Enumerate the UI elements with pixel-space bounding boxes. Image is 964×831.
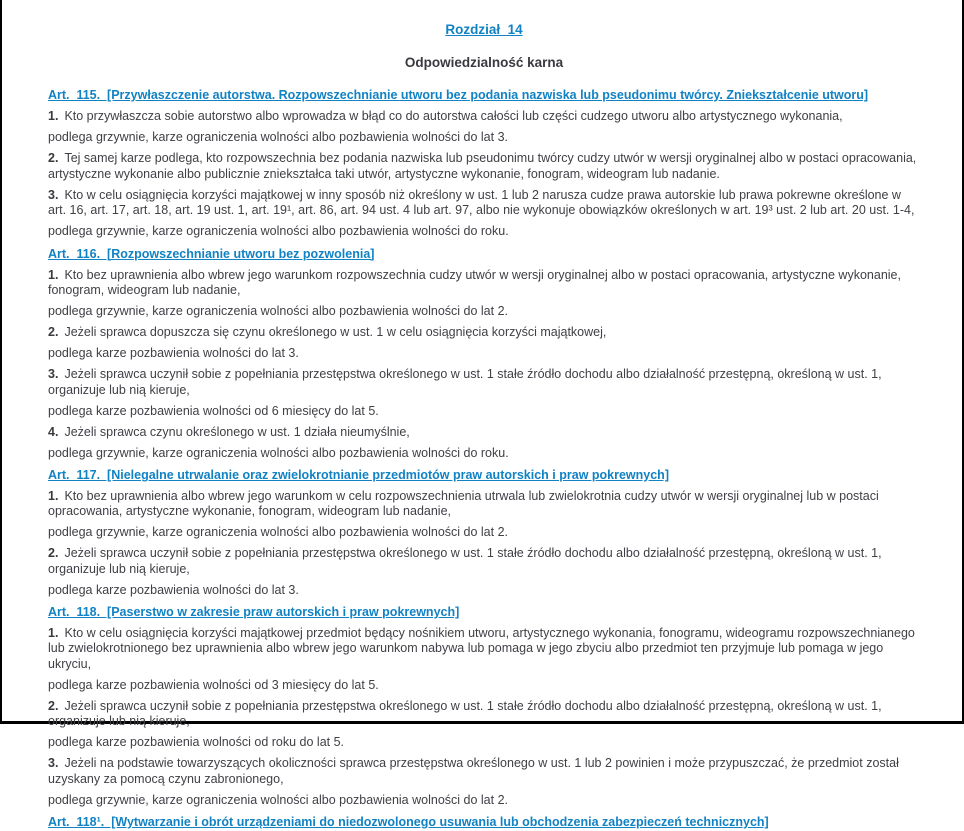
paragraph-text: Jeżeli sprawca uczynił sobie z popełniania przestępstwa określonego w ust. 1 stałe źródło dochodu albo działalność przestępną, określoną w ust. 1, organizuje lub nią kieruje, bbox=[48, 367, 882, 397]
article-paragraph bbox=[48, 446, 920, 462]
article-paragraph bbox=[48, 109, 920, 125]
article bbox=[48, 605, 920, 808]
paragraph-text: Kto bez uprawnienia albo wbrew jego warunkom w celu rozpowszechnienia utrwala lub zwielokrotnia cudzy utwór w wersji oryginalnej lub w postaci opracowania, artystyczne wykonanie, fonogram, wideogram lub nadanie, bbox=[48, 488, 879, 518]
chapter-subtitle: Odpowiedzialność karna bbox=[404, 54, 564, 70]
article-paragraph bbox=[48, 325, 920, 341]
article-paragraph bbox=[48, 793, 920, 809]
paragraph-text: podlega karze pozbawienia wolności do lat 3. bbox=[48, 582, 299, 597]
article-heading bbox=[48, 247, 920, 263]
article-paragraph bbox=[48, 425, 920, 441]
paragraph-text: Kto w celu osiągnięcia korzyści majątkowej przedmiot będący nośnikiem utworu, artystycznego wykonania, fonogramu, wideogramu rozpowszechnianego lub zwielokrotnionego bez uprawnienia albo wbrew jego warunkom nabywa lub pomaga w jego zbyciu albo przedmiot ten przyjmuje lub pomaga w jego ukryciu, bbox=[48, 625, 915, 671]
paragraph-text: Kto w celu osiągnięcia korzyści majątkowej w inny sposób niż określony w ust. 1 lub 2 narusza cudze prawa autorskie lub prawa pokrewne określone w art. 16, art. 17, art. 18, art. 19 ust. 1, art. 19¹, art. 86, art. 94 ust. 4 lub art. 97, albo nie wykonuje obowiązków określonych w art. 19³ ust. 2 lub art. 20 ust. 1-4, bbox=[48, 187, 915, 217]
paragraph-number: 1. bbox=[48, 488, 59, 503]
paragraph-number: 2. bbox=[48, 546, 59, 560]
paragraph-number: 1. bbox=[48, 109, 59, 123]
paragraph-number: 2. bbox=[48, 325, 59, 339]
article-paragraph bbox=[48, 626, 920, 673]
paragraph-number: 3. bbox=[48, 367, 59, 381]
article-paragraph bbox=[48, 346, 920, 362]
paragraph-text: podlega grzywnie, karze ograniczenia wolności albo pozbawienia wolności do roku. bbox=[48, 224, 509, 238]
paragraph-text: podlega karze pozbawienia wolności od 3 miesięcy do lat 5. bbox=[48, 677, 379, 692]
article-paragraph bbox=[48, 525, 920, 541]
article-link[interactable]: Art. 118¹. [Wytwarzanie i obrót urządzeniami do niedozwolonego usuwania lub obchodzenia zabezpieczeń technicznych] bbox=[48, 815, 769, 829]
article-paragraph bbox=[48, 546, 920, 577]
article-paragraph bbox=[48, 367, 920, 398]
paragraph-text: podlega grzywnie, karze ograniczenia wolności albo pozbawienia wolności do lat 3. bbox=[48, 130, 508, 144]
article-paragraph bbox=[48, 130, 920, 146]
paragraph-text: Tej samej karze podlega, kto rozpowszechnia bez podania nazwiska lub pseudonimu twórcy cudzy utwór w wersji oryginalnej albo w postaci opracowania, artystyczne wykonanie albo publicznie zniekształca taki utwór, artystyczne wykonanie, fonogram, wideogram lub nadanie. bbox=[48, 151, 917, 181]
article-paragraph bbox=[48, 404, 920, 420]
next-article-heading-clipped bbox=[48, 815, 920, 831]
article bbox=[48, 468, 920, 598]
article-heading bbox=[48, 468, 920, 484]
paragraph-number: 2. bbox=[48, 698, 59, 713]
paragraph-text: podlega grzywnie, karze ograniczenia wolności albo pozbawienia wolności do roku. bbox=[48, 445, 509, 460]
document-content bbox=[2, 0, 962, 831]
article-link[interactable]: Art. 118. [Paserstwo w zakresie praw autorskich i praw pokrewnych] bbox=[48, 605, 460, 619]
article-paragraph bbox=[48, 224, 920, 240]
article-paragraph bbox=[48, 188, 920, 219]
paragraph-text: Jeżeli sprawca uczynił sobie z popełniania przestępstwa określonego w ust. 1 stałe źródło dochodu albo działalność przestępną, określoną w ust. 1, organizuje lub nią kieruje, bbox=[48, 546, 882, 576]
article-link[interactable]: Art. 116. [Rozpowszechnianie utworu bez pozwolenia] bbox=[48, 246, 375, 261]
article-heading bbox=[48, 88, 920, 104]
paragraph-text: podlega karze pozbawienia wolności od 6 miesięcy do lat 5. bbox=[48, 403, 379, 418]
article-paragraph bbox=[48, 268, 920, 299]
paragraph-number: 1. bbox=[48, 267, 59, 282]
article-paragraph bbox=[48, 583, 920, 599]
paragraph-text: Kto bez uprawnienia albo wbrew jego warunkom rozpowszechnia cudzy utwór w wersji oryginalnej albo w postaci opracowania, artystyczne wykonanie, fonogram, wideogram lub nadanie, bbox=[48, 267, 901, 297]
article-paragraph bbox=[48, 699, 920, 730]
paragraph-text: Jeżeli sprawca dopuszcza się czynu określonego w ust. 1 w celu osiągnięcia korzyści majątkowej, bbox=[64, 325, 607, 339]
article-paragraph bbox=[48, 756, 920, 787]
article-heading bbox=[48, 605, 920, 621]
article-paragraph bbox=[48, 489, 920, 520]
paragraph-number: 3. bbox=[48, 756, 59, 770]
paragraph-text: podlega grzywnie, karze ograniczenia wolności albo pozbawienia wolności do lat 2. bbox=[48, 525, 508, 539]
article-link[interactable]: Art. 115. [Przywłaszczenie autorstwa. Rozpowszechnianie utworu bez podania nazwiska lub pseudonimu twórcy. Zniekształcenie utworu] bbox=[48, 88, 869, 102]
articles-list bbox=[48, 88, 920, 808]
paragraph-text: podlega karze pozbawienia wolności od roku do lat 5. bbox=[48, 735, 345, 749]
article-paragraph bbox=[48, 735, 920, 751]
article bbox=[48, 247, 920, 462]
paragraph-text: podlega karze pozbawienia wolności do lat 3. bbox=[48, 346, 299, 360]
article-paragraph bbox=[48, 304, 920, 320]
article-paragraph bbox=[48, 151, 920, 182]
paragraph-number: 4. bbox=[48, 424, 59, 439]
paragraph-number: 1. bbox=[48, 625, 59, 640]
article-link[interactable]: Art. 117. [Nielegalne utrwalanie oraz zwielokrotnianie przedmiotów praw autorskich i praw pokrewnych] bbox=[48, 468, 669, 482]
article-paragraph bbox=[48, 678, 920, 694]
chapter-header bbox=[48, 22, 920, 39]
paragraph-text: podlega grzywnie, karze ograniczenia wolności albo pozbawienia wolności do lat 2. bbox=[48, 304, 508, 318]
article bbox=[48, 88, 920, 240]
paragraph-text: Jeżeli na podstawie towarzyszących okoliczności sprawca przestępstwa określonego w ust. 1 lub 2 powinien i może przypuszczać, że przedmiot został uzyskany za pomocą czynu zabronionego, bbox=[48, 756, 899, 786]
paragraph-number: 3. bbox=[48, 187, 59, 202]
paragraph-number: 2. bbox=[48, 151, 59, 165]
paragraph-text: podlega grzywnie, karze ograniczenia wolności albo pozbawienia wolności do lat 2. bbox=[48, 792, 508, 807]
paragraph-text: Jeżeli sprawca uczynił sobie z popełniania przestępstwa określonego w ust. 1 stałe źródło dochodu albo działalność przestępną, określoną w ust. 1, organizuje lub nią kieruje, bbox=[48, 698, 882, 728]
paragraph-text: Jeżeli sprawca czynu określonego w ust. 1 działa nieumyślnie, bbox=[64, 424, 410, 439]
chapter-link[interactable]: Rozdział 14 bbox=[445, 22, 523, 37]
paragraph-text: Kto przywłaszcza sobie autorstwo albo wprowadza w błąd co do autorstwa całości lub części cudzego utworu albo artystycznego wykonania, bbox=[64, 109, 843, 123]
